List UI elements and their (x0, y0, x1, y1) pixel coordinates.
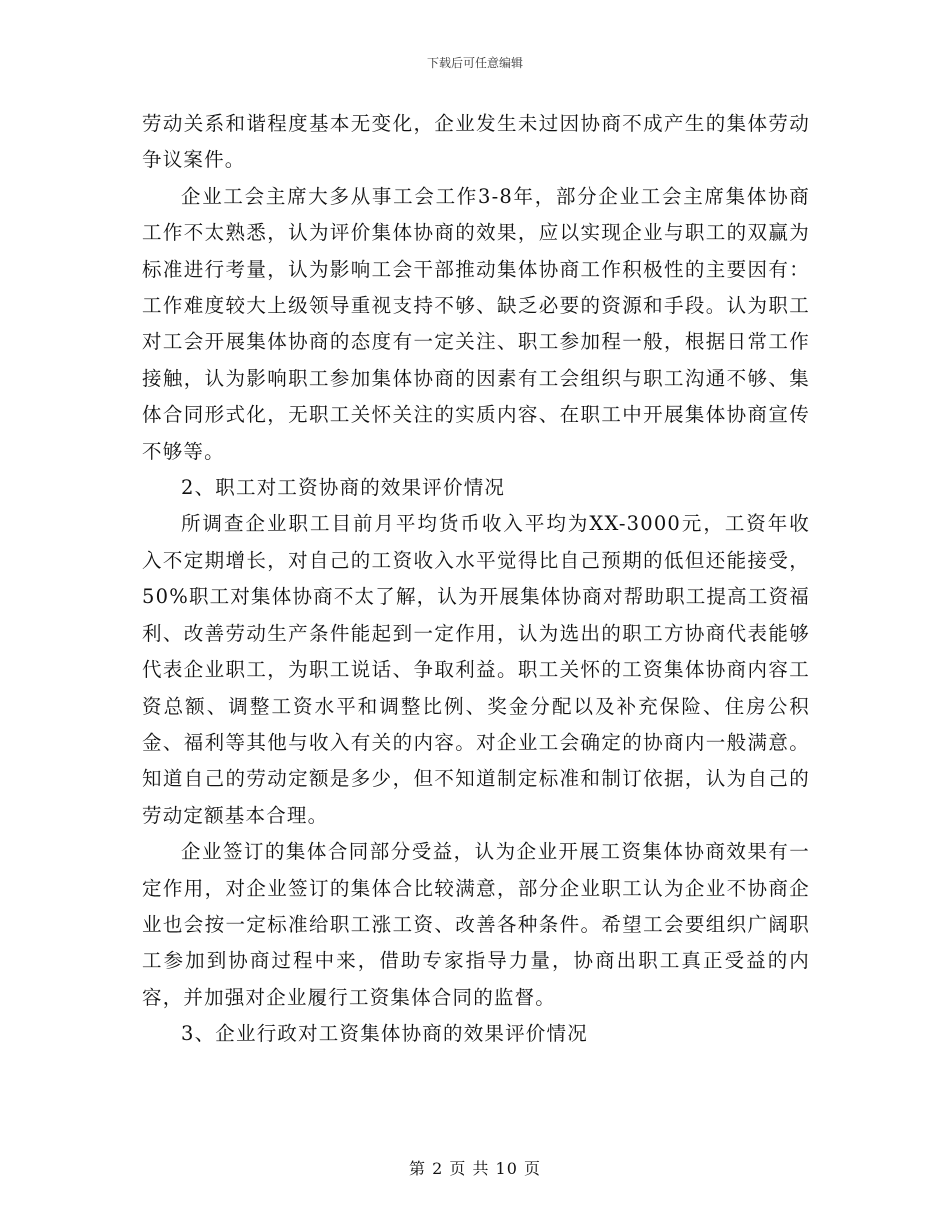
paragraph: 劳动关系和谐程度基本无变化，企业发生未过因协商不成产生的集体劳动争议案件。 (142, 112, 810, 172)
page-header: 下载后可任意编辑 (426, 56, 523, 70)
paragraph: 所调查企业职工目前月平均货币收入平均为XX-3000元，工资年收入不定期增长，对自己的工资收入水平觉得比自己预期的低但还能接受，50%职工对集体协商不太了解，认为开展集体协商对帮助职工提高工资福利、改善劳动生产条件能起到一定作用，认为选出的职工方协商代表能够代表企业职工，为职工说话、争取利益。职工关怀的工资集体协商内容工资总额、调整工资水平和调整比例、奖金分配以及补充保险、住房公积金、福利等其他与收入有关的内容。对企业工会确定的协商内一般满意。知道自己的劳动定额是多少，但不知道制定标准和制订依据，认为自己的劳动定额基本合理。 (142, 512, 810, 827)
paragraph: 企业签订的集体合同部分受益，认为企业开展工资集体协商效果有一定作用，对企业签订的集体合比较满意，部分企业职工认为企业不协商企业也会按一定标准给职工涨工资、改善各种条件。希望工会要组织广阔职工参加到协商过程中来，借助专家指导力量，协商出职工真正受益的内容，并加强对企业履行工资集体合同的监督。 (142, 840, 810, 1009)
section-heading: 2、职工对工资协商的效果评价情况 (181, 476, 506, 500)
paragraph: 企业工会主席大多从事工会工作3-8年，部分企业工会主席集体协商工作不太熟悉，认为评价集体协商的效果，应以实现企业与职工的双赢为标准进行考量，认为影响工会干部推动集体协商工作积极性的主要因有：工作难度较大上级领导重视支持不够、缺乏必要的资源和手段。认为职工对工会开展集体协商的态度有一定关注、职工参加程一般，根据日常工作接触，认为影响职工参加集体协商的因素有工会组织与职工沟通不够、集体合同形式化，无职工关怀关注的实质内容、在职工中开展集体协商宣传不够等。 (142, 184, 810, 463)
document-body (142, 106, 810, 1053)
section-heading: 3、企业行政对工资集体协商的效果评价情况 (181, 1022, 588, 1046)
page-footer: 第 2 页 共 10 页 (409, 1159, 541, 1178)
